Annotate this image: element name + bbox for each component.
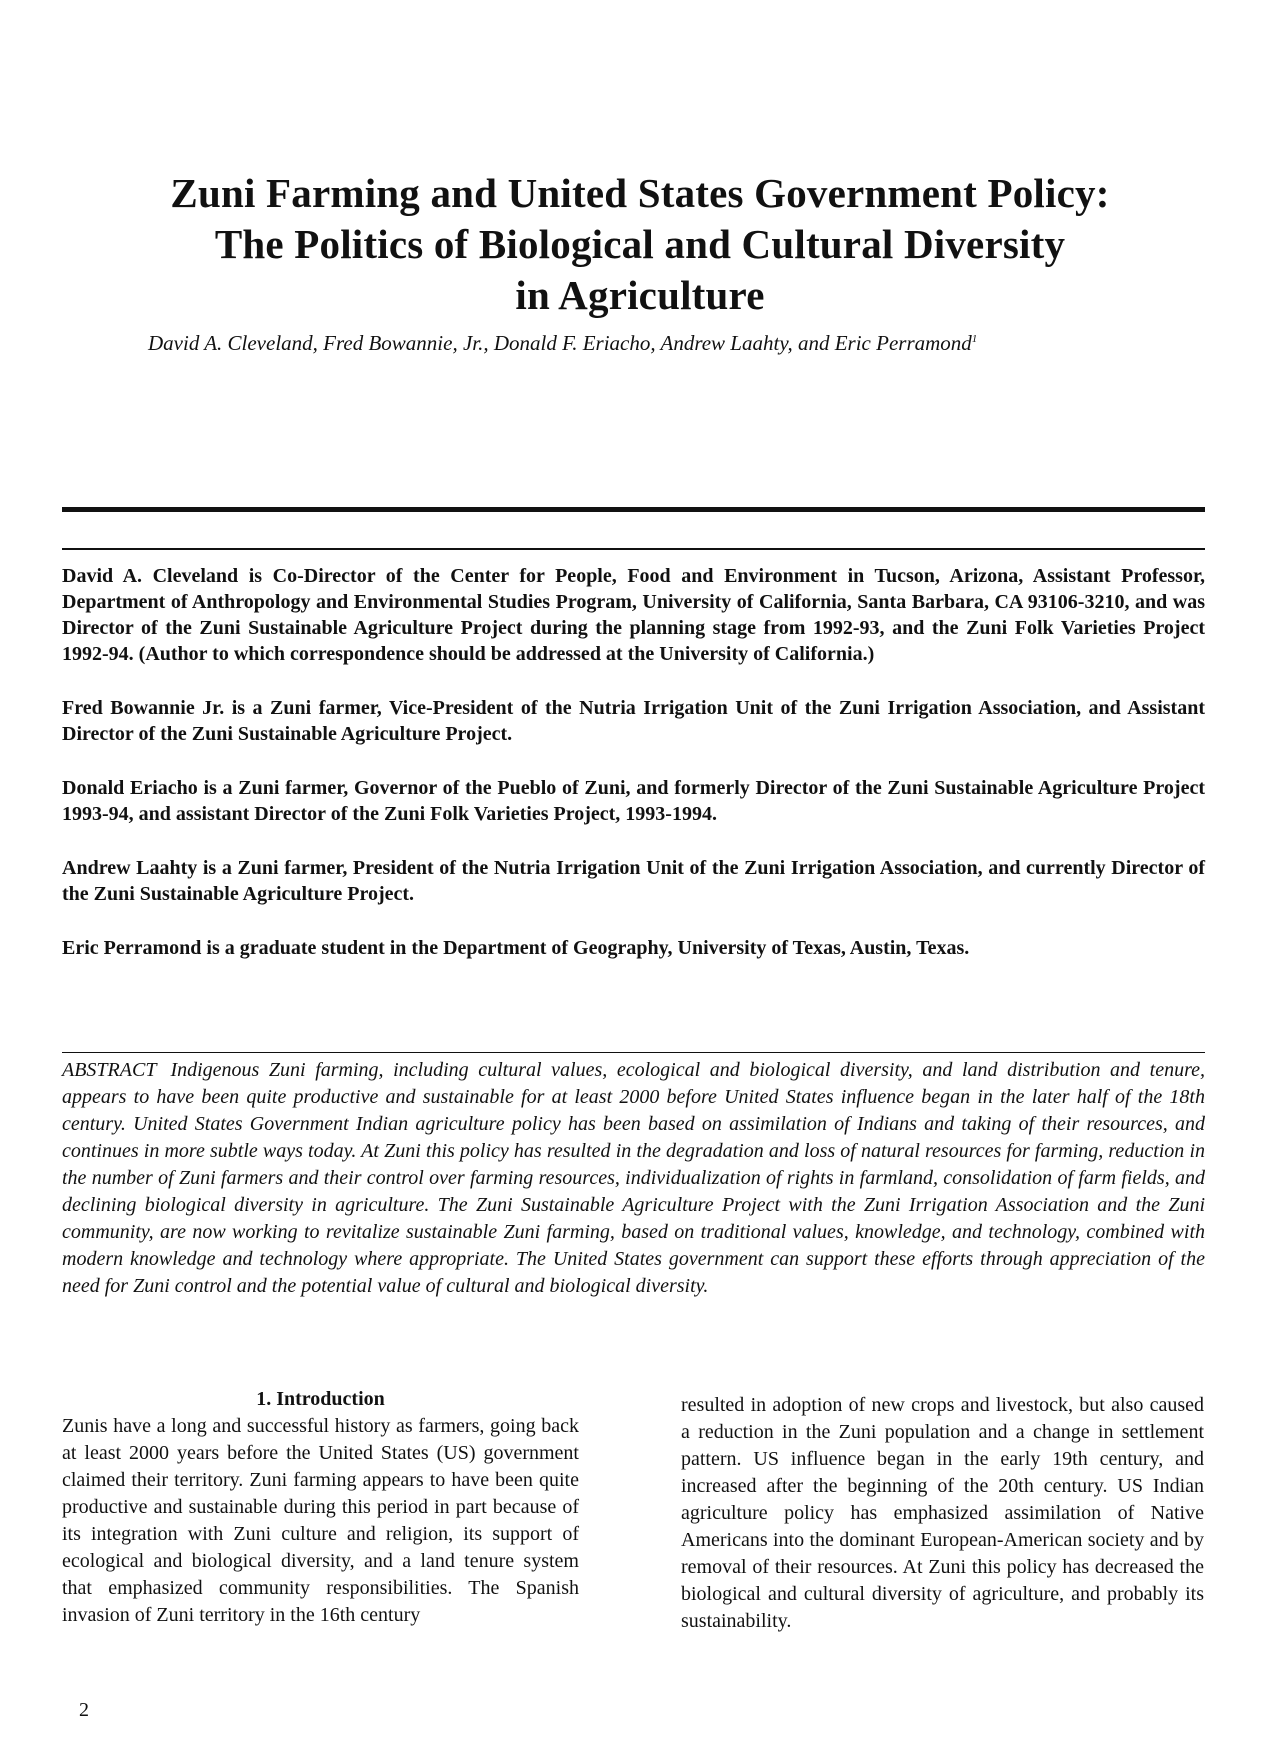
title-line-2: The Politics of Biological and Cultural Diversity [214,221,1066,267]
header-rule-thick [62,507,1205,512]
author-bios [62,563,1205,961]
abstract [62,1052,1205,1300]
author-names: David A. Cleveland, Fred Bowannie, Jr., Donald F. Eriacho, Andrew Laahty, and Eric Perramond [148,331,972,355]
header-rule-thin [62,548,1205,550]
intro-right-column [681,1392,1204,1635]
page-number: 2 [79,1699,89,1721]
section-heading-introduction: 1. Introduction [256,1388,385,1410]
bio-cleveland: David A. Cleveland is Co-Director of the Center for People, Food and Environment in Tucson, Arizona, Assistant Professor, Department of Anthropology and Environmental Studies Program, University of California, Santa Barbara, CA 93106-3210, and was Director of the Zuni Sustainable Agriculture Project during the planning stage from 1992-93, and the Zuni Folk Varieties Project 1992-94. (Author to which correspondence should be addressed at the University of California.) [62,565,1205,665]
author-footnote-mark: 1 [971,333,978,345]
intro-paragraph-right: resulted in adoption of new crops and livestock, but also caused a reduction in the Zuni population and a change in settlement pattern. US influence began in the early 19th century, and increased after the beginning of the 20th century. US Indian agriculture policy has emphasized assimilation of Native Americans into the dominant European-American society and by removal of their resources. At Zuni this policy has decreased the biological and cultural diversity of agriculture, and probably its sustainability. [681,1394,1204,1632]
bio-perramond: Eric Perramond is a graduate student in the Department of Geography, University of Texas, Austin, Texas. [62,937,970,959]
intro-left-column [62,1386,579,1629]
bio-laahty: Andrew Laahty is a Zuni farmer, President of the Nutria Irrigation Unit of the Zuni Irrigation Association, and currently Director of the Zuni Sustainable Agriculture Project. [62,857,1205,905]
title-line-3: in Agriculture [515,272,765,318]
title-line-1: Zuni Farming and United States Government Policy: [170,170,1110,216]
abstract-label: ABSTRACT [62,1059,157,1081]
abstract-text: Indigenous Zuni farming, including cultural values, ecological and biological diversity, and land distribution and tenure, appears to have been quite productive and sustainable for at least 2000 before United States influence began in the later half of the 18th century. United States Government Indian agriculture policy has been based on assimilation of Indians and taking of their resources, and continues in more subtle ways today. At Zuni this policy has resulted in the degradation and loss of natural resources for farming, reduction in the number of Zuni farmers and their control over farming resources, individualization of rights in farmland, consolidation of farm fields, and declining biological diversity in agriculture. The Zuni Sustainable Agriculture Project with the Zuni Irrigation Association and the Zuni community, are now working to revitalize sustainable Zuni farming, based on traditional values, knowledge, and technology, combined with modern knowledge and technology where appropriate. The United States government can support these efforts through appreciation of the need for Zuni control and the potential value of cultural and biological diversity. [62,1059,1205,1297]
bio-bowannie: Fred Bowannie Jr. is a Zuni farmer, Vice-President of the Nutria Irrigation Unit of the Zuni Irrigation Association, and Assistant Director of the Zuni Sustainable Agriculture Project. [62,697,1205,745]
author-list [148,325,977,357]
intro-paragraph-left: Zunis have a long and successful history as farmers, going back at least 2000 years before the United States (US) government claimed their territory. Zuni farming appears to have been quite productive and sustainable during this period in part because of its integration with Zuni culture and religion, its support of ecological and biological diversity, and a land tenure system that emphasized community responsibilities. The Spanish invasion of Zuni territory in the 16th century [62,1415,579,1626]
paper-title [60,168,1220,321]
bio-eriacho: Donald Eriacho is a Zuni farmer, Governor of the Pueblo of Zuni, and formerly Director of the Zuni Sustainable Agriculture Project 1993-94, and assistant Director of the Zuni Folk Varieties Project, 1993-1994. [62,777,1205,825]
